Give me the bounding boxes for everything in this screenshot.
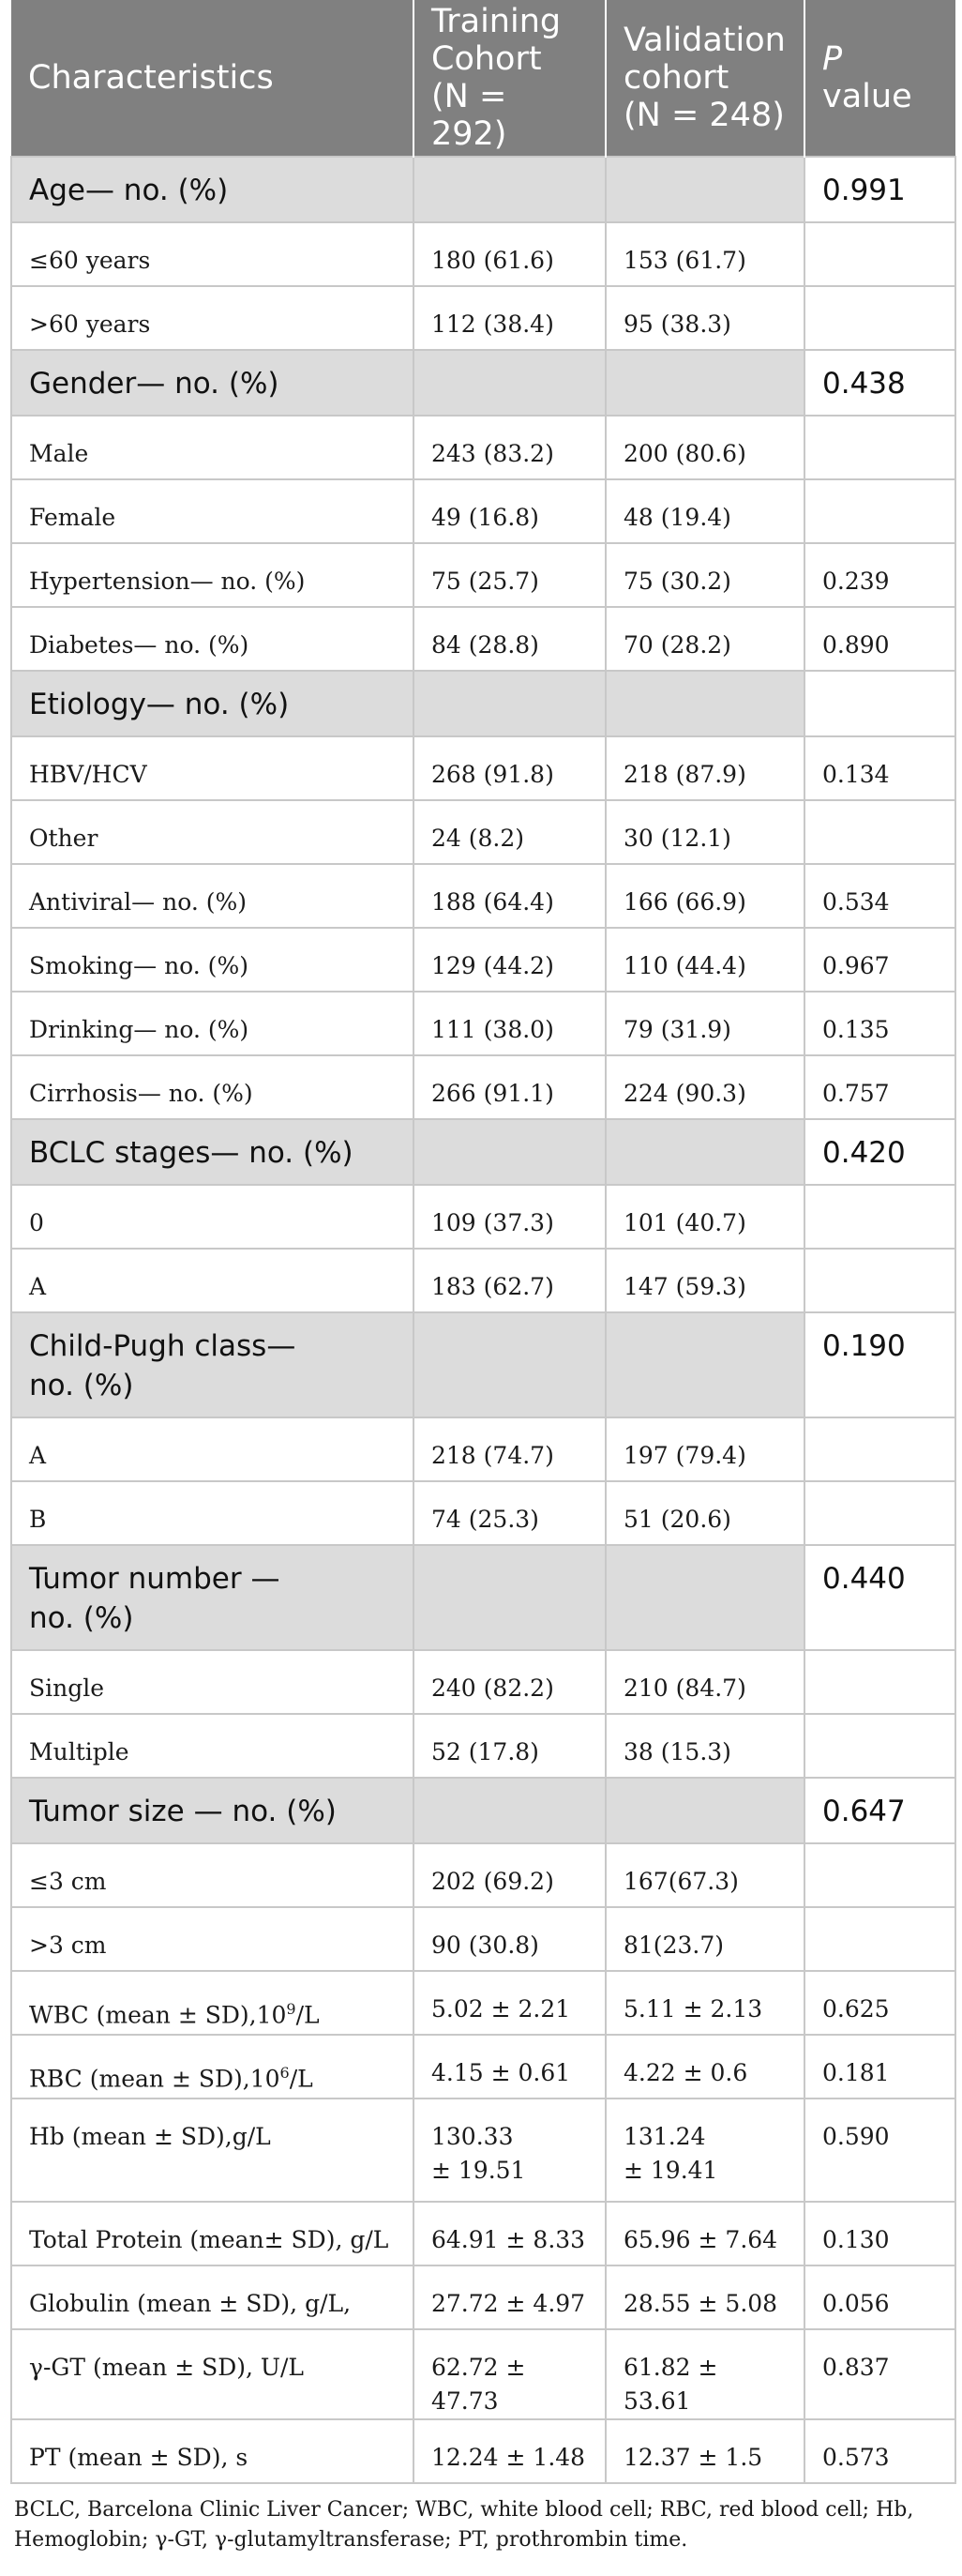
cell-validation: 197 (79.4)	[606, 1417, 804, 1481]
cell-p-value: 0.837	[804, 2329, 955, 2419]
table-row	[11, 2419, 955, 2483]
cell-p-value	[804, 1481, 955, 1545]
cell-p-value: 0.440	[804, 1545, 955, 1650]
table-row	[11, 1650, 955, 1714]
table-header-row	[11, 0, 955, 157]
cell-training: 109 (37.3)	[413, 1185, 606, 1249]
cell-validation: 65.96 ± 7.64	[606, 2202, 804, 2265]
cell-validation: 224 (90.3)	[606, 1055, 804, 1119]
cell-training: 112 (38.4)	[413, 286, 606, 350]
cell-characteristic: Smoking— no. (%)	[11, 928, 413, 992]
cell-validation: 210 (84.7)	[606, 1650, 804, 1714]
cell-validation: 38 (15.3)	[606, 1714, 804, 1778]
table-row	[11, 1907, 955, 1971]
cell-validation: 81(23.7)	[606, 1907, 804, 1971]
cell-characteristic: Child-Pugh class— no. (%)	[11, 1312, 413, 1417]
cell-validation	[606, 350, 804, 416]
table-row	[11, 1481, 955, 1545]
section-row	[11, 157, 955, 222]
cell-validation: 101 (40.7)	[606, 1185, 804, 1249]
cell-training: 27.72 ± 4.97	[413, 2265, 606, 2329]
cell-characteristic: ≤60 years	[11, 222, 413, 286]
table-row	[11, 992, 955, 1055]
table-row	[11, 1185, 955, 1249]
cell-training: 130.33 ± 19.51	[413, 2099, 606, 2202]
table-row	[11, 2202, 955, 2265]
cell-characteristic: RBC (mean ± $SD),10^6/L$	[11, 2035, 413, 2099]
table-row	[11, 2099, 955, 2202]
cell-validation	[606, 671, 804, 736]
cell-p-value: 0.438	[804, 350, 955, 416]
cell-p-value	[804, 479, 955, 543]
cell-p-value	[804, 1249, 955, 1312]
cell-characteristic: Tumor size — no. (%)	[11, 1778, 413, 1843]
cell-characteristic: Drinking— no. (%)	[11, 992, 413, 1055]
table-row	[11, 1714, 955, 1778]
cell-characteristic: Single	[11, 1650, 413, 1714]
cell-characteristic: Multiple	[11, 1714, 413, 1778]
cell-p-value: 0.890	[804, 607, 955, 671]
cell-p-value: 0.647	[804, 1778, 955, 1843]
cell-training: 64.91 ± 8.33	[413, 2202, 606, 2265]
cell-validation: 131.24 ± 19.41	[606, 2099, 804, 2202]
cell-training	[413, 157, 606, 222]
cell-validation: 12.37 ± 1.5	[606, 2419, 804, 2483]
cell-validation: 147 (59.3)	[606, 1249, 804, 1312]
cell-validation: 110 (44.4)	[606, 928, 804, 992]
cell-training: 202 (69.2)	[413, 1843, 606, 1907]
cell-p-value: 0.181	[804, 2035, 955, 2099]
cell-p-value	[804, 286, 955, 350]
cell-characteristic: Hb (mean ± SD),g/L	[11, 2099, 413, 2202]
cell-validation: 70 (28.2)	[606, 607, 804, 671]
cell-p-value	[804, 1417, 955, 1481]
cell-training: 49 (16.8)	[413, 479, 606, 543]
cell-validation: 51 (20.6)	[606, 1481, 804, 1545]
cell-training: 180 (61.6)	[413, 222, 606, 286]
cell-characteristic: Male	[11, 416, 413, 479]
table-row	[11, 1971, 955, 2035]
characteristics-table	[10, 0, 956, 2484]
cell-characteristic: >60 years	[11, 286, 413, 350]
section-row	[11, 671, 955, 736]
cell-characteristic: WBC (mean ± $SD),10^9/L$	[11, 1971, 413, 2035]
cell-training: 129 (44.2)	[413, 928, 606, 992]
cell-characteristic: Hypertension— no. (%)	[11, 543, 413, 607]
table-body	[11, 157, 955, 2483]
cell-validation: 30 (12.1)	[606, 800, 804, 864]
cell-training: 75 (25.7)	[413, 543, 606, 607]
cell-training: 266 (91.1)	[413, 1055, 606, 1119]
cell-p-value: 0.134	[804, 736, 955, 800]
cell-training: 74 (25.3)	[413, 1481, 606, 1545]
cell-validation: 5.11 ± 2.13	[606, 1971, 804, 2035]
cell-training	[413, 1312, 606, 1417]
cell-p-value: 0.534	[804, 864, 955, 928]
cell-validation	[606, 1778, 804, 1843]
cell-p-value	[804, 1714, 955, 1778]
header-p-value: P value	[804, 0, 955, 157]
table-row	[11, 864, 955, 928]
cell-p-value: 0.190	[804, 1312, 955, 1417]
table-row	[11, 416, 955, 479]
cell-p-value	[804, 800, 955, 864]
cell-training: 84 (28.8)	[413, 607, 606, 671]
cell-training: 243 (83.2)	[413, 416, 606, 479]
cell-p-value: 0.757	[804, 1055, 955, 1119]
cell-validation: 200 (80.6)	[606, 416, 804, 479]
table-row	[11, 479, 955, 543]
cell-validation: 61.82 ± 53.61	[606, 2329, 804, 2419]
cell-training: 183 (62.7)	[413, 1249, 606, 1312]
cell-characteristic: Female	[11, 479, 413, 543]
cell-p-value: 0.573	[804, 2419, 955, 2483]
cell-training	[413, 671, 606, 736]
cell-training: 24 (8.2)	[413, 800, 606, 864]
cell-characteristic: Globulin (mean ± SD), g/L,	[11, 2265, 413, 2329]
cell-p-value: 0.239	[804, 543, 955, 607]
table-row	[11, 2329, 955, 2419]
cell-characteristic: ≤3 cm	[11, 1843, 413, 1907]
cell-characteristic: Antiviral— no. (%)	[11, 864, 413, 928]
cell-validation	[606, 1545, 804, 1650]
cell-training: 111 (38.0)	[413, 992, 606, 1055]
cell-training: 5.02 ± 2.21	[413, 1971, 606, 2035]
cell-characteristic: Other	[11, 800, 413, 864]
cell-p-value: 0.130	[804, 2202, 955, 2265]
header-characteristics: Characteristics	[11, 0, 413, 157]
cell-p-value: 0.967	[804, 928, 955, 992]
table-row	[11, 800, 955, 864]
cell-validation: 167(67.3)	[606, 1843, 804, 1907]
section-row	[11, 1778, 955, 1843]
section-row	[11, 1119, 955, 1185]
cell-validation: 166 (66.9)	[606, 864, 804, 928]
cell-training	[413, 350, 606, 416]
cell-p-value: 0.056	[804, 2265, 955, 2329]
cell-training	[413, 1119, 606, 1185]
cell-characteristic: Etiology— no. (%)	[11, 671, 413, 736]
cell-training: 62.72 ± 47.73	[413, 2329, 606, 2419]
cell-validation: 4.22 ± 0.6	[606, 2035, 804, 2099]
cell-validation: 48 (19.4)	[606, 479, 804, 543]
cell-characteristic: BCLC stages— no. (%)	[11, 1119, 413, 1185]
cell-training: 268 (91.8)	[413, 736, 606, 800]
table-row	[11, 1843, 955, 1907]
cell-characteristic: Age— no. (%)	[11, 157, 413, 222]
cell-training: 52 (17.8)	[413, 1714, 606, 1778]
cell-validation: 153 (61.7)	[606, 222, 804, 286]
cell-p-value	[804, 1185, 955, 1249]
cell-training	[413, 1778, 606, 1843]
table-row	[11, 1417, 955, 1481]
cell-training: 12.24 ± 1.48	[413, 2419, 606, 2483]
section-row	[11, 350, 955, 416]
cell-characteristic: Total Protein (mean± SD), g/L	[11, 2202, 413, 2265]
cell-characteristic: A	[11, 1417, 413, 1481]
table-row	[11, 2265, 955, 2329]
cell-training: 90 (30.8)	[413, 1907, 606, 1971]
cell-p-value: 0.135	[804, 992, 955, 1055]
cell-p-value: 0.625	[804, 1971, 955, 2035]
cell-validation: 95 (38.3)	[606, 286, 804, 350]
cell-validation	[606, 157, 804, 222]
cell-p-value	[804, 1843, 955, 1907]
section-row	[11, 1545, 955, 1650]
cell-characteristic: B	[11, 1481, 413, 1545]
header-training-cohort: Training Cohort (N = 292)	[413, 0, 606, 157]
cell-training: 188 (64.4)	[413, 864, 606, 928]
table-row	[11, 1055, 955, 1119]
header-validation-cohort: Validation cohort (N = 248)	[606, 0, 804, 157]
cell-validation: 28.55 ± 5.08	[606, 2265, 804, 2329]
cell-characteristic: 0	[11, 1185, 413, 1249]
document	[10, 0, 954, 2555]
table-row	[11, 1249, 955, 1312]
table-row	[11, 286, 955, 350]
table-row	[11, 222, 955, 286]
cell-characteristic: Tumor number — no. (%)	[11, 1545, 413, 1650]
cell-characteristic: Cirrhosis— no. (%)	[11, 1055, 413, 1119]
cell-p-value	[804, 416, 955, 479]
cell-training: 240 (82.2)	[413, 1650, 606, 1714]
table-row	[11, 607, 955, 671]
cell-p-value	[804, 1907, 955, 1971]
cell-validation: 79 (31.9)	[606, 992, 804, 1055]
cell-training: 218 (74.7)	[413, 1417, 606, 1481]
cell-characteristic: Diabetes— no. (%)	[11, 607, 413, 671]
table-footnote: BCLC, Barcelona Clinic Liver Cancer; WBC, white blood cell; RBC, red blood cell; Hb, Hemoglobin; γ-GT, γ-glutamyltransferase; PT, prothrombin time.	[14, 2498, 914, 2552]
cell-characteristic: HBV/HCV	[11, 736, 413, 800]
cell-validation: 218 (87.9)	[606, 736, 804, 800]
cell-p-value: 0.991	[804, 157, 955, 222]
cell-validation	[606, 1312, 804, 1417]
cell-training: 4.15 ± 0.61	[413, 2035, 606, 2099]
cell-characteristic: PT (mean ± SD), s	[11, 2419, 413, 2483]
cell-validation: 75 (30.2)	[606, 543, 804, 607]
table-row	[11, 543, 955, 607]
cell-validation	[606, 1119, 804, 1185]
cell-p-value: 0.590	[804, 2099, 955, 2202]
table-row	[11, 928, 955, 992]
section-row	[11, 1312, 955, 1417]
cell-p-value	[804, 671, 955, 736]
cell-p-value: 0.420	[804, 1119, 955, 1185]
table-row	[11, 736, 955, 800]
cell-p-value	[804, 222, 955, 286]
cell-characteristic: >3 cm	[11, 1907, 413, 1971]
cell-p-value	[804, 1650, 955, 1714]
cell-training	[413, 1545, 606, 1650]
cell-characteristic: Gender— no. (%)	[11, 350, 413, 416]
table-row	[11, 2035, 955, 2099]
cell-characteristic: A	[11, 1249, 413, 1312]
cell-characteristic: γ-GT (mean ± SD), U/L	[11, 2329, 413, 2419]
